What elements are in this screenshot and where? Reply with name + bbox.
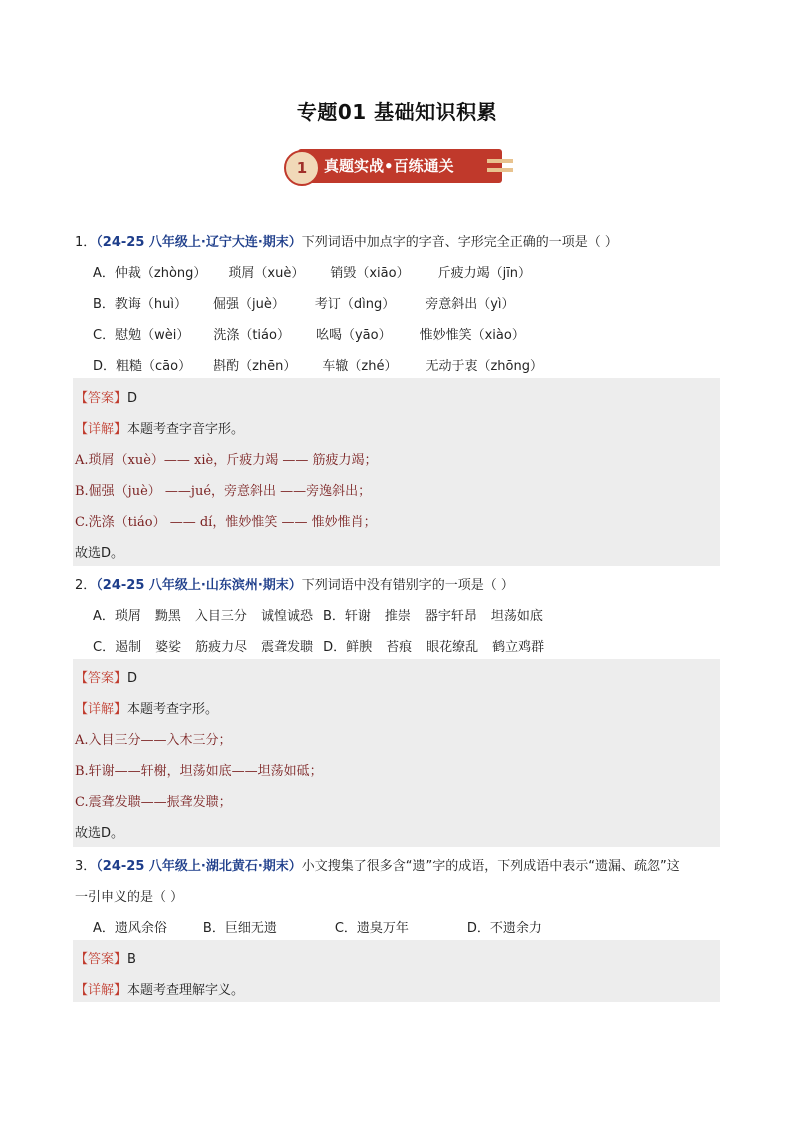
question-source: （24-25 八年级上·山东滨州·期末） — [96, 578, 302, 593]
option-word: 斤疲力竭（jīn） — [437, 266, 532, 281]
option-word: 斟酌（zhēn） — [213, 359, 297, 374]
explanation-line: C.震聋发聩——振聋发聩； — [75, 795, 232, 810]
option-word: 倔强（juè） — [213, 297, 285, 312]
option-word: 考订（dìng） — [314, 297, 396, 312]
detail-line: 【详解】本题考查字形。 — [75, 702, 219, 717]
answer-label: 【详解】 — [75, 983, 128, 998]
question-source: （24-25 八年级上·辽宁大连·期末） — [96, 235, 302, 250]
option-word: D．不遗余力 — [466, 921, 542, 936]
question-text: 下列词语中加点字的字音、字形完全正确的一项是（ ） — [301, 235, 618, 250]
option-word: 苔痕 — [386, 640, 413, 655]
conclusion-line: 故选D。 — [75, 826, 125, 841]
answer-box — [73, 659, 720, 847]
answer-line: 【答案】B — [75, 952, 136, 967]
option-word: D．鲜腴 — [323, 640, 373, 655]
option-word: 黝黑 — [154, 609, 181, 624]
section-banner — [284, 147, 514, 187]
page-title: 专题01 基础知识积累 — [296, 100, 498, 124]
option-word: 眼花缭乱 — [426, 640, 479, 655]
question-3-stem — [75, 855, 735, 874]
option-word: C．慰勉（wèi） — [93, 328, 190, 343]
option-word: 销毁（xiāo） — [330, 266, 410, 281]
explanation-line: A.琐屑（xuè）—— xiè，斤疲力竭 —— 筋疲力竭； — [75, 453, 378, 468]
option-word: A．遗风余俗 — [93, 921, 167, 936]
option-word: B．教诲（huì） — [93, 297, 188, 312]
question-source: （24-25 八年级上·湖北黄石·期末） — [96, 859, 302, 874]
option-word: A．仲裁（zhòng） — [93, 266, 207, 281]
option-word: 洗涤（tiáo） — [213, 328, 290, 343]
explanation-line: B.倔强（juè） ——jué，旁意斜出 ——旁逸斜出； — [75, 484, 372, 499]
answer-label: 【答案】 — [75, 391, 128, 406]
explanation-line: A.入目三分——入木三分； — [75, 733, 232, 748]
answer-line: 【答案】D — [75, 671, 138, 686]
question-1-option-d — [93, 355, 753, 374]
question-2-stem — [75, 574, 735, 593]
option-word: 旁意斜出（yì） — [425, 297, 515, 312]
question-1-option-c — [93, 324, 753, 343]
answer-label: 【答案】 — [75, 952, 128, 967]
question-number: 1． — [75, 235, 97, 250]
answer-line: 【答案】D — [75, 391, 138, 406]
option-word: 器宇轩昂 — [424, 609, 477, 624]
question-3-options — [93, 917, 753, 936]
option-word: 推崇 — [384, 609, 411, 624]
option-word: C．遏制 — [93, 640, 142, 655]
banner-stripe — [487, 159, 513, 163]
detail-line: 【详解】本题考查理解字义。 — [75, 983, 245, 998]
question-text: 小文搜集了很多含“遗”字的成语，下列成语中表示“遗漏、疏忽”这 — [301, 859, 680, 874]
question-2-options-row-2 — [93, 636, 753, 655]
explanation-line: C.洗涤（tiáo） —— dí，惟妙惟笑 —— 惟妙惟肖； — [75, 515, 377, 530]
question-3-stem-continued: 一引申义的是（ ） — [75, 890, 184, 905]
option-word: 坦荡如底 — [490, 609, 543, 624]
question-1-stem — [75, 231, 735, 250]
conclusion-line: 故选D。 — [75, 546, 125, 561]
explanation-line: B.轩谢——轩榭，坦荡如底——坦荡如砥； — [75, 764, 323, 779]
banner-stripe — [487, 168, 513, 172]
option-word: 入目三分 — [194, 609, 247, 624]
option-word: C．遗臭万年 — [334, 921, 409, 936]
option-word: 婆娑 — [155, 640, 182, 655]
option-word: 震聋发聩 — [261, 640, 314, 655]
question-number: 3． — [75, 859, 97, 874]
option-word: 惟妙惟笑（xiào） — [419, 328, 525, 343]
question-2-options-row-1 — [93, 605, 753, 624]
question-1-option-b — [93, 293, 753, 312]
option-word: 鹤立鸡群 — [492, 640, 545, 655]
option-word: 无动于衷（zhōng） — [425, 359, 543, 374]
option-word: B．轩谢 — [322, 609, 371, 624]
banner-number: 1 — [284, 150, 320, 186]
question-text: 下列词语中没有错别字的一项是（ ） — [301, 578, 514, 593]
banner-text: 真题实战•百练通关 — [324, 157, 454, 175]
option-word: 琐屑（xuè） — [228, 266, 305, 281]
answer-label: 【详解】 — [75, 422, 128, 437]
option-word: 车辙（zhé） — [322, 359, 398, 374]
option-word: A．琐屑 — [93, 609, 141, 624]
question-1-option-a — [93, 262, 753, 281]
option-word: 吆喝（yāo） — [315, 328, 392, 343]
detail-line: 【详解】本题考查字音字形。 — [75, 422, 245, 437]
option-word: D．粗糙（cāo） — [93, 359, 192, 374]
option-word: B．巨细无遗 — [202, 921, 277, 936]
option-word: 筋疲力尽 — [195, 640, 248, 655]
question-number: 2． — [75, 578, 97, 593]
answer-label: 【详解】 — [75, 702, 128, 717]
answer-label: 【答案】 — [75, 671, 128, 686]
option-word: 诚惶诚恐 — [260, 609, 313, 624]
answer-box — [73, 378, 720, 566]
